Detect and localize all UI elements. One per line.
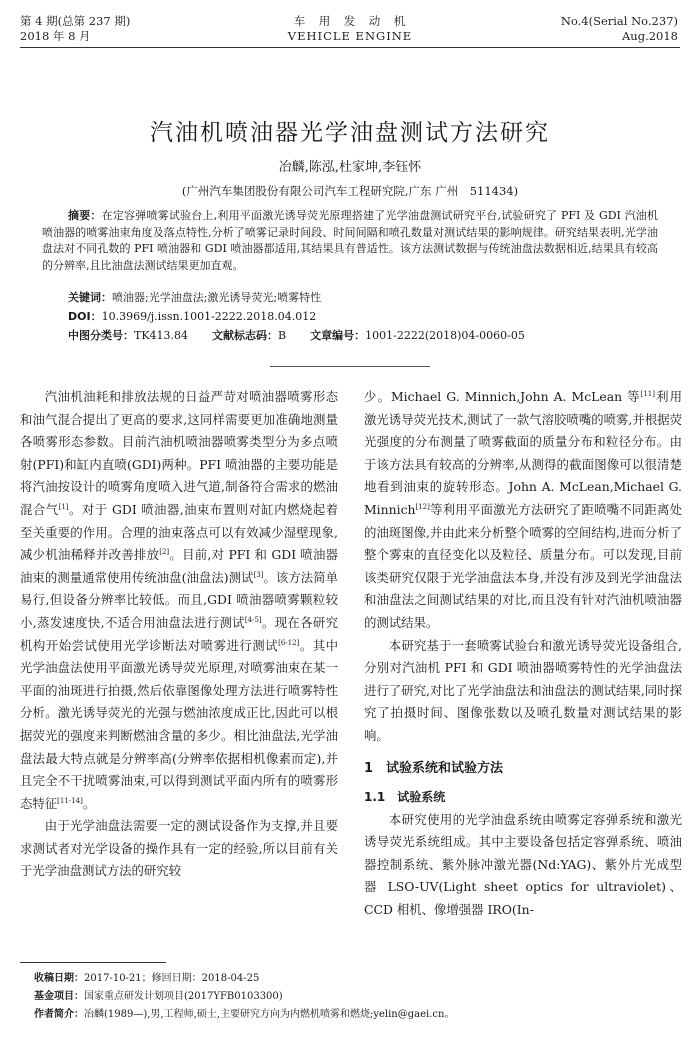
citation[interactable]: [12] <box>415 502 430 511</box>
doi-line <box>68 309 316 325</box>
classification-line <box>68 328 525 344</box>
footnote-received: 收稿日期：2017-10-21；修回日期：2018-04-25 <box>34 973 260 984</box>
doccode: B <box>278 329 287 342</box>
citation[interactable]: [1] <box>58 502 69 511</box>
paper-authors: 冶麟,陈泓,杜家坤,李钰怀 <box>278 160 422 175</box>
doccode-label: 文献标志码： <box>212 329 279 342</box>
issue-number: 第 4 期(总第 237 期) <box>20 14 131 28</box>
keywords-label: 关键词： <box>68 291 112 304</box>
keywords: 喷油器;光学油盘法;激光诱导荧光;喷雾特性 <box>112 291 322 304</box>
paragraph: 由于光学油盘法需要一定的测试设备作为支撑,并且要求测试者对光学设备的操作具有一定的经验,所以目前有关于光学油盘测试方法的研究较 <box>20 818 338 879</box>
citation[interactable]: [11] <box>640 389 655 398</box>
paper-title: 汽油机喷油器光学油盘测试方法研究 <box>150 120 550 146</box>
abstract-divider <box>270 366 430 367</box>
citation[interactable]: [6-12] <box>278 638 300 647</box>
citation[interactable]: [3] <box>253 570 264 579</box>
paragraph: 本研究使用的光学油盘系统由喷雾定容弹系统和激光诱导荧光系统组成。其中主要设备包括定容弹系统、喷油器控制系统、紫外脉冲激光器(Nd:YAG)、紫外片光成型器 LSO-UV(Light sheet optics for ultraviolet)、CCD 相机、像增强器 IRO(In- <box>364 811 682 918</box>
issue-number-en: No.4(Serial No.237) <box>560 14 678 28</box>
citation[interactable]: [2] <box>159 548 170 557</box>
citation[interactable]: [4-5] <box>244 615 262 624</box>
footnote-author: 作者简介：冶麟(1989—),男,工程师,硕士,主要研究方向为内燃机喷雾和燃烧;yelin@gaei.cn。 <box>34 1009 455 1020</box>
footnote-rule <box>20 962 166 963</box>
doi: 10.3969/j.issn.1001-2222.2018.04.012 <box>101 310 317 323</box>
issue-date-en: Aug.2018 <box>622 29 678 43</box>
journal-name-en: VEHICLE ENGINE <box>287 29 413 43</box>
section-heading: 1 试验系统和试验方法 <box>364 760 504 776</box>
abstract <box>42 208 658 274</box>
body-right-column <box>364 386 682 922</box>
paragraph: 少。Michael G. Minnich,John A. McLean 等[11]利用激光诱导荧光技术,测试了一款气溶胶喷嘴的喷雾,并根据荧光强度的分布测量了喷雾截面的质量分布和粒径分布。由于该方法具有较高的分辨率,从测得的截面图像可以很清楚地看到油束的旋转形态。John A. McLean,Michael G. Minnich[12]等利用平面激光方法研究了距喷嘴不同距离处的油斑图像,并由此来分析整个喷雾的空间结构,进而分析了整个雾束的直径变化以及粒径、质量分布。可以发现,目前该类研究仅限于光学油盘法本身,并没有涉及到光学油盘法和油盘法之间测试结果的对比,而且没有针对汽油机喷油器的测试结果。 <box>364 389 682 630</box>
abstract-text: 在定容弹喷雾试验台上,利用平面激光诱导荧光原理搭建了光学油盘测试研究平台,试验研究了 PFI 及 GDI 汽油机喷油器的喷雾油束角度及落点特性,分析了喷雾记录时间段、时间间隔和喷孔数量对测试结果的影响规律。研究结果表明,光学油盘法对不同孔数的 PFI 喷油器和 GDI 喷油器都适用,其结果具有普适性。该方法测试数据与传统油盘法数据相近,结果具有较高的分辨率,且比油盘法测试结果更加直观。 <box>42 209 659 272</box>
paragraph: 本研究基于一套喷雾试验台和激光诱导荧光设备组合,分别对汽油机 PFI 和 GDI 喷油器喷雾特性的光学油盘法进行了研究,对比了光学油盘法和油盘法的测试结果,同时探究了拍摄时间、图像张数以及喷孔数量对测试结果的影响。 <box>364 637 682 743</box>
article-number: 1001-2222(2018)04-0060-05 <box>365 329 525 342</box>
footnote-fund: 基金项目：国家重点研发计划项目(2017YFB0103300) <box>34 991 283 1002</box>
keywords-line <box>68 290 321 306</box>
article-label: 文章编号： <box>310 329 366 342</box>
cls-label: 中图分类号： <box>68 329 134 342</box>
paragraph: 汽油机油耗和排放法规的日益严苛对喷油器喷雾形态和油气混合提出了更高的要求,这同样需要更加准确地测量各喷雾形态参数。目前汽油机喷油器喷雾类型分为多点喷射(PFI)和缸内直喷(GDI)两种。PFI 喷油器的主要功能是将汽油按设计的喷雾角度喷入进气道,制备符合需求的燃油混合气[1]。对于 GDI 喷油器,油束布置则对缸内燃烧起着至关重要的作用。合理的油束落点可以有效减少湿壁现象,减少机油稀释并改善排放[2]。目前,对 PFI 和 GDI 喷油器油束的测量通常使用传统油盘(油盘法)测试[3]。该方法简单易行,但设备分辨率比较低。而且,GDI 喷油器喷雾颗粒较小,蒸发速度快,不适合用油盘法进行测试[4-5]。现在各研究机构开始尝试使用光学诊断法对喷雾进行测试[6-12]。其中光学油盘法使用平面激光诱导荧光原理,对喷雾油束在某一平面的油斑进行拍摄,然后依靠图像处理方法进行喷雾特性分析。激光诱导荧光的光强与燃油浓度成正比,因此可以根据荧光的强度来判断燃油含量的多少。相比油盘法,光学油盘法最大特点就是分辨率高(分辨率依据相机像素而定),并且完全不干扰喷雾油束,可以得到测试平面内所有的喷雾形态特征[11-14]。 <box>20 389 339 811</box>
citation[interactable]: [11-14] <box>57 796 83 805</box>
abstract-label: 摘要： <box>68 209 102 222</box>
journal-name-cn: 车 用 发 动 机 <box>293 14 407 28</box>
paper-affiliation: (广州汽车集团股份有限公司汽车工程研究院,广东 广州 511434) <box>181 184 519 198</box>
issue-date: 2018 年 8 月 <box>20 29 91 43</box>
body-left-column <box>20 386 338 883</box>
header-rule <box>20 47 680 48</box>
doi-label: DOI： <box>68 310 102 323</box>
cls-number: TK413.84 <box>134 329 189 342</box>
running-header-right <box>561 14 678 44</box>
subsection-heading: 1.1 试验系统 <box>364 790 446 805</box>
